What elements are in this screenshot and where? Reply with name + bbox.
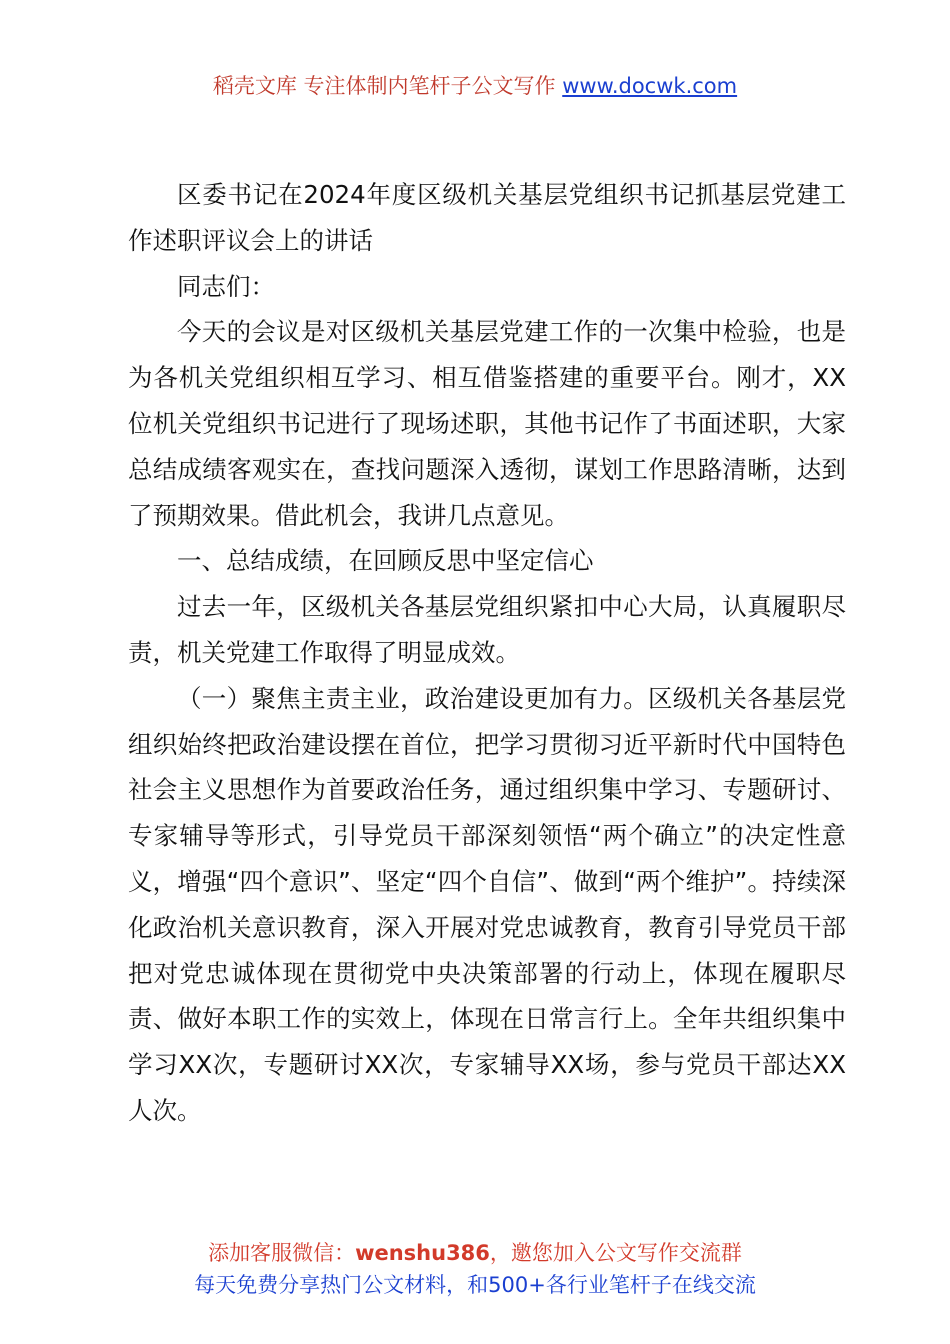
footer-line-share: 每天免费分享热门公文材料，和500+各行业笔杆子在线交流 bbox=[194, 1273, 756, 1297]
salutation: 同志们： bbox=[177, 271, 275, 301]
document-title: 区委书记在2024年度区级机关基层党组织书记抓基层党建工作述职评议会上的讲话 bbox=[128, 180, 846, 255]
paragraph-intro: 今天的会议是对区级机关基层党建工作的一次集中检验，也是为各机关党组织相互学习、相互借鉴搭建的重要平台。刚才，XX位机关党组织书记进行了现场述职，其他书记作了书面述职，大家总结成绩客观实在，查找问题深入透彻，谋划工作思路清晰，达到了预期效果。借此机会，我讲几点意见。 bbox=[128, 317, 846, 530]
header-text: 稻壳文库 专注体制内笔杆子公文写作 bbox=[212, 74, 563, 98]
footer-wechat-suffix: ，邀您加入公文写作交流群 bbox=[489, 1241, 742, 1265]
wechat-id: wenshu386 bbox=[355, 1241, 490, 1265]
site-header bbox=[0, 70, 950, 100]
section-heading-1: 一、总结成绩，在回顾反思中坚定信心 bbox=[177, 546, 594, 576]
footer-wechat-prefix: 添加客服微信： bbox=[208, 1241, 356, 1265]
paragraph-summary: 过去一年，区级机关各基层党组织紧扣中心大局，认真履职尽责，机关党建工作取得了明显成效。 bbox=[128, 592, 846, 667]
footer-promo bbox=[0, 1237, 950, 1301]
footer-line-wechat bbox=[0, 1237, 950, 1269]
website-link[interactable]: www.docwk.com bbox=[562, 74, 738, 98]
paragraph-subsection-1: （一）聚焦主责主业，政治建设更加有力。区级机关各基层党组织始终把政治建设摆在首位，把学习贯彻习近平新时代中国特色社会主义思想作为首要政治任务，通过组织集中学习、专题研讨、专家辅导等形式，引导党员干部深刻领悟“两个确立”的决定性意义，增强“四个意识”、坚定“四个自信”、做到“两个维护”。持续深化政治机关意识教育，深入开展对党忠诚教育，教育引导党员干部把对党忠诚体现在贯彻党中央决策部署的行动上，体现在履职尽责、做好本职工作的实效上，体现在日常言行上。全年共组织集中学习XX次，专题研讨XX次，专家辅导XX场，参与党员干部达XX人次。 bbox=[128, 683, 846, 1125]
document-body bbox=[128, 172, 846, 1134]
